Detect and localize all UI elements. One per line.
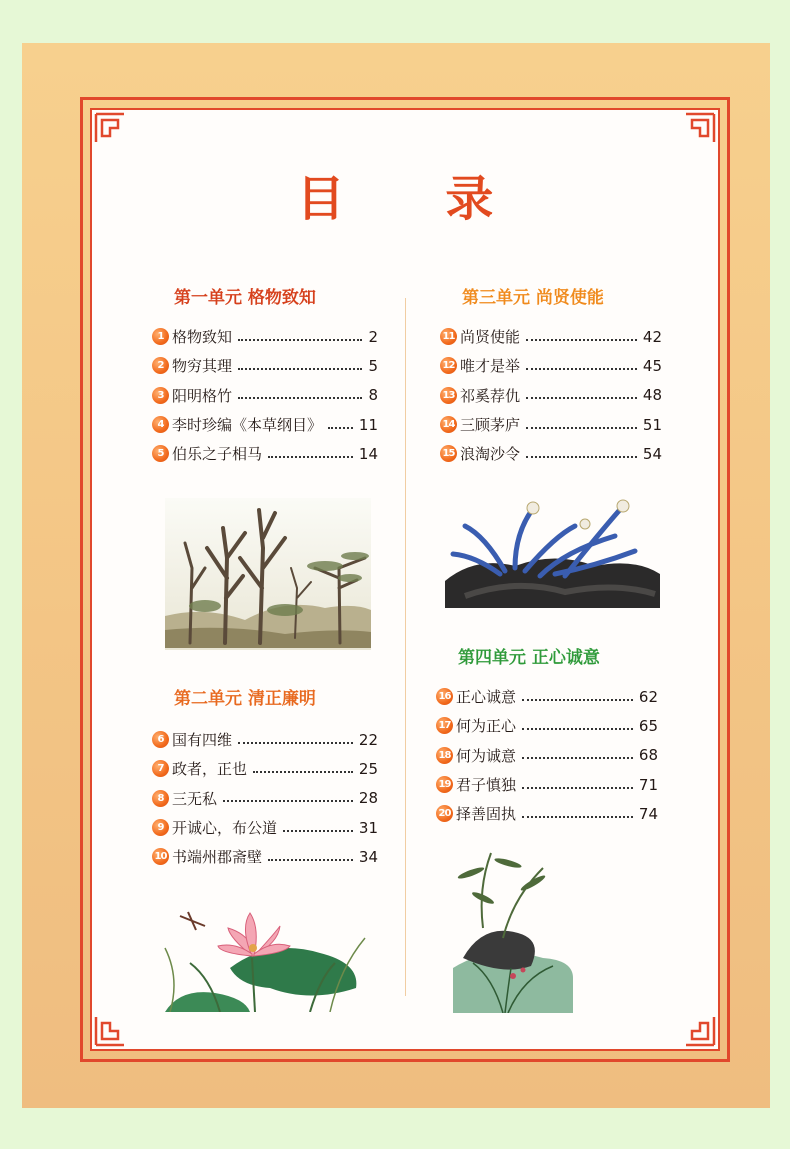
toc-list-unit-1	[152, 322, 378, 468]
lesson-title: 唯才是举	[460, 357, 521, 376]
dot-leader	[238, 397, 362, 399]
lesson-title: 君子慎独	[456, 776, 517, 795]
lesson-title: 何为诚意	[456, 746, 517, 765]
page-number: 68	[638, 746, 658, 765]
dot-leader	[522, 699, 633, 701]
page-number: 45	[642, 356, 662, 375]
lesson-number-badge: 16	[436, 688, 453, 705]
dot-leader	[522, 728, 633, 730]
dot-leader	[526, 368, 637, 370]
lesson-number-badge: 9	[152, 819, 169, 836]
lesson-title: 何为正心	[456, 717, 517, 736]
unit-1-title: 第一单元 格物致知	[174, 288, 316, 308]
unit-3-title: 第三单元 尚贤使能	[462, 288, 604, 308]
lesson-title: 浪淘沙令	[460, 445, 521, 464]
dot-leader	[526, 397, 637, 399]
lesson-number-badge: 11	[440, 328, 457, 345]
toc-entry[interactable]	[436, 682, 658, 711]
toc-entry[interactable]	[152, 381, 378, 410]
lesson-number-badge: 18	[436, 747, 453, 764]
dot-leader	[268, 456, 353, 458]
toc-entry[interactable]	[436, 711, 658, 740]
lesson-number-badge: 4	[152, 416, 169, 433]
lesson-number-badge: 10	[152, 848, 169, 865]
lesson-title: 尚贤使能	[460, 328, 521, 347]
lesson-title: 物穷其理	[172, 357, 233, 376]
page-number: 28	[358, 789, 378, 808]
dot-leader	[283, 830, 353, 832]
dot-leader	[238, 339, 362, 341]
toc-entry[interactable]	[152, 410, 378, 439]
lesson-title: 国有四维	[172, 731, 233, 750]
lesson-number-badge: 3	[152, 387, 169, 404]
lesson-number-badge: 19	[436, 776, 453, 793]
toc-entry[interactable]	[152, 351, 378, 380]
page-number: 54	[642, 444, 662, 463]
dot-leader	[238, 742, 353, 744]
lesson-title: 祁奚荐仇	[460, 386, 521, 405]
page-number: 51	[642, 415, 662, 434]
lesson-title: 阳明格竹	[172, 386, 233, 405]
toc-entry[interactable]	[440, 381, 662, 410]
lesson-number-badge: 1	[152, 328, 169, 345]
dot-leader	[522, 757, 633, 759]
page-title: 目 录	[296, 171, 536, 227]
toc-entry[interactable]	[440, 410, 662, 439]
toc-entry[interactable]	[440, 322, 662, 351]
page-number: 62	[638, 687, 658, 706]
corner-ornament-bottom-left	[94, 1015, 126, 1047]
lesson-number-badge: 15	[440, 445, 457, 462]
dot-leader	[253, 771, 353, 773]
lesson-number-badge: 5	[152, 445, 169, 462]
lesson-number-badge: 8	[152, 790, 169, 807]
page-number: 22	[358, 730, 378, 749]
dot-leader	[526, 456, 637, 458]
toc-entry[interactable]	[436, 770, 658, 799]
lesson-number-badge: 13	[440, 387, 457, 404]
lesson-number-badge: 2	[152, 357, 169, 374]
lotus-illustration	[160, 908, 370, 1012]
corner-ornament-bottom-right	[684, 1015, 716, 1047]
toc-entry[interactable]	[152, 439, 378, 468]
lesson-number-badge: 17	[436, 717, 453, 734]
lesson-title: 政者，正也	[172, 760, 248, 779]
page-number: 2	[368, 327, 378, 346]
lesson-number-badge: 12	[440, 357, 457, 374]
page-number: 34	[358, 847, 378, 866]
page-number: 14	[358, 444, 378, 463]
page-number: 8	[368, 386, 378, 405]
orchid-illustration	[445, 496, 660, 608]
corner-ornament-top-left	[94, 112, 126, 144]
unit-2-title: 第二单元 清正廉明	[174, 689, 316, 709]
toc-list-unit-3	[440, 322, 662, 468]
toc-entry[interactable]	[152, 813, 378, 842]
page-number: 48	[642, 386, 662, 405]
lesson-number-badge: 14	[440, 416, 457, 433]
lesson-title: 书端州郡斋壁	[172, 848, 263, 867]
page-number: 74	[638, 804, 658, 823]
lesson-number-badge: 7	[152, 760, 169, 777]
lesson-title: 择善固执	[456, 805, 517, 824]
toc-entry[interactable]	[152, 784, 378, 813]
dot-leader	[268, 859, 353, 861]
toc-entry[interactable]	[152, 725, 378, 754]
lesson-title: 李时珍编《本草纲目》	[172, 416, 323, 435]
column-divider	[405, 298, 406, 996]
toc-list-unit-4	[436, 682, 658, 828]
page-number: 5	[368, 356, 378, 375]
page-number: 25	[358, 759, 378, 778]
bamboo-illustration	[453, 848, 573, 1013]
page-number: 31	[358, 818, 378, 837]
toc-entry[interactable]	[152, 754, 378, 783]
dot-leader	[238, 368, 362, 370]
lesson-title: 格物致知	[172, 328, 233, 347]
toc-entry[interactable]	[152, 322, 378, 351]
page-number: 42	[642, 327, 662, 346]
lesson-number-badge: 20	[436, 805, 453, 822]
toc-entry[interactable]	[436, 799, 658, 828]
lesson-title: 三无私	[172, 789, 218, 808]
lesson-title: 三顾茅庐	[460, 416, 521, 435]
dot-leader	[223, 800, 353, 802]
lesson-title: 开诚心，布公道	[172, 819, 278, 838]
trees-illustration	[165, 498, 371, 650]
toc-list-unit-2	[152, 725, 378, 871]
toc-entry[interactable]	[440, 351, 662, 380]
lesson-number-badge: 6	[152, 731, 169, 748]
toc-entry[interactable]	[440, 439, 662, 468]
dot-leader	[526, 339, 637, 341]
toc-entry[interactable]	[152, 842, 378, 871]
dot-leader	[522, 816, 633, 818]
page-number: 11	[358, 415, 378, 434]
dot-leader	[522, 787, 633, 789]
lesson-title: 伯乐之子相马	[172, 445, 263, 464]
toc-entry[interactable]	[436, 741, 658, 770]
lesson-title: 正心诚意	[456, 688, 517, 707]
dot-leader	[526, 427, 637, 429]
dot-leader	[328, 427, 353, 429]
page-number: 65	[638, 716, 658, 735]
page-number: 71	[638, 775, 658, 794]
unit-4-title: 第四单元 正心诚意	[458, 648, 600, 668]
corner-ornament-top-right	[684, 112, 716, 144]
